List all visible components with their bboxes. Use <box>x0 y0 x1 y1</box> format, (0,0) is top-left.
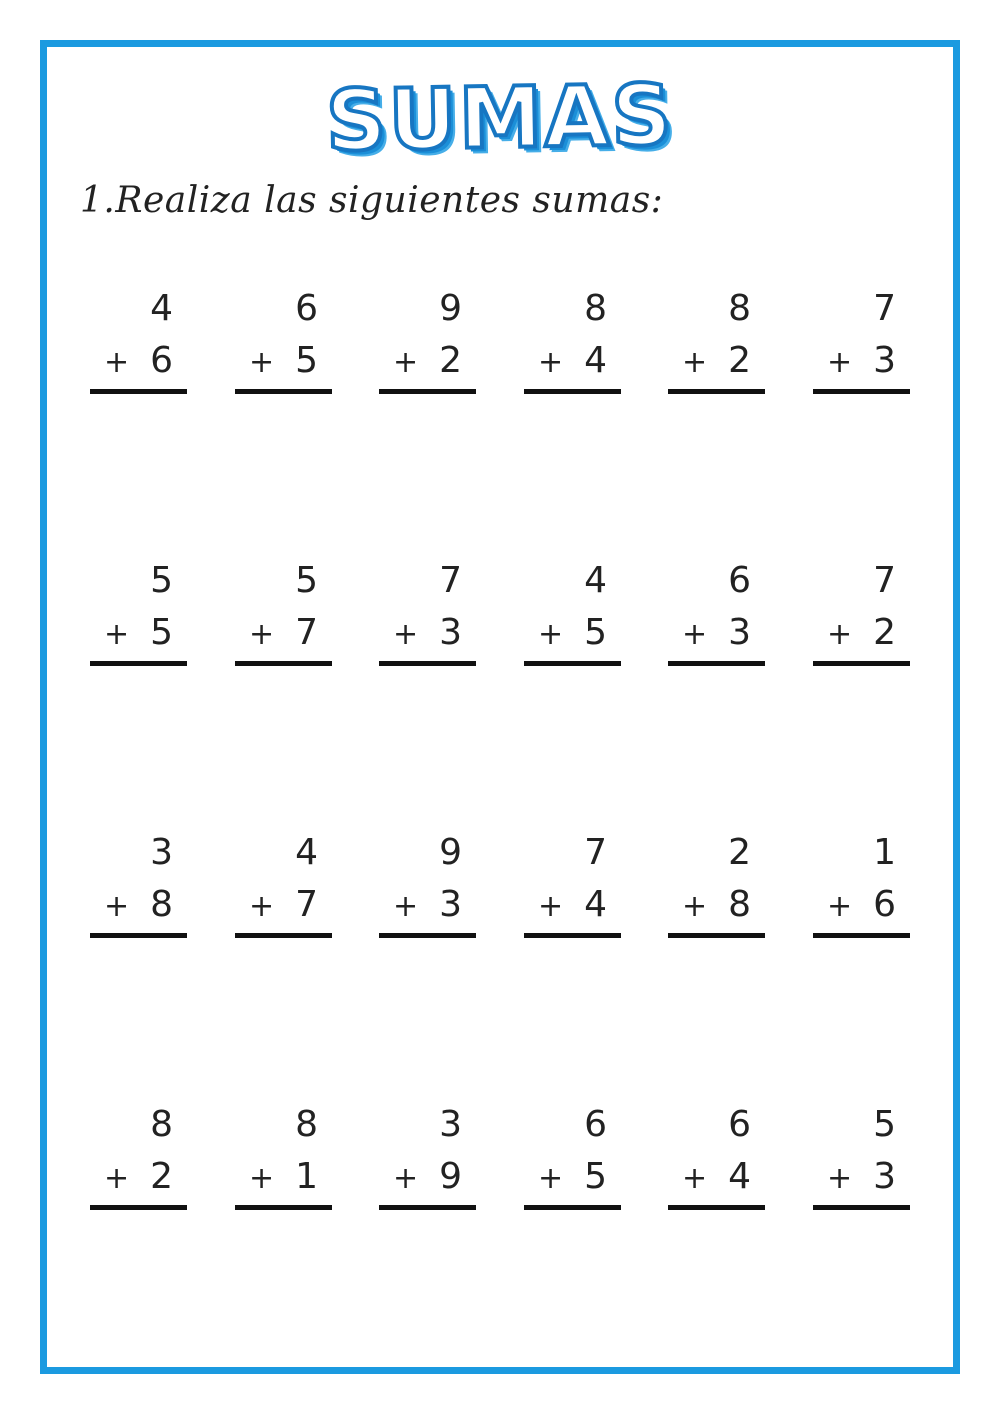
plus-sign: + <box>682 1161 708 1196</box>
addition-problem <box>668 286 765 401</box>
second-addend: 3 <box>439 884 462 925</box>
answer-line[interactable] <box>813 1205 910 1210</box>
first-addend: 9 <box>439 832 462 873</box>
answer-line[interactable] <box>379 389 476 394</box>
plus-sign: + <box>393 1161 419 1196</box>
first-addend: 5 <box>873 1104 896 1145</box>
first-addend: 6 <box>728 1104 751 1145</box>
addition-problem <box>379 558 476 673</box>
second-addend: 1 <box>295 1156 318 1197</box>
answer-line[interactable] <box>524 933 621 938</box>
first-addend: 4 <box>150 288 173 329</box>
answer-line[interactable] <box>90 661 187 666</box>
problem-row <box>90 558 910 678</box>
plus-sign: + <box>104 345 130 380</box>
answer-line[interactable] <box>235 661 332 666</box>
second-addend: 3 <box>728 612 751 653</box>
answer-line[interactable] <box>524 1205 621 1210</box>
answer-line[interactable] <box>379 661 476 666</box>
second-addend: 3 <box>873 1156 896 1197</box>
plus-sign: + <box>827 617 853 652</box>
addition-problem <box>379 1102 476 1217</box>
second-addend: 5 <box>584 612 607 653</box>
addition-problem <box>235 558 332 673</box>
answer-line[interactable] <box>813 389 910 394</box>
answer-line[interactable] <box>668 933 765 938</box>
answer-line[interactable] <box>379 933 476 938</box>
first-addend: 4 <box>295 832 318 873</box>
instruction-text: 1.Realiza las siguientes sumas: <box>80 180 664 221</box>
first-addend: 2 <box>728 832 751 873</box>
addition-problem <box>524 1102 621 1217</box>
addition-problem <box>524 830 621 945</box>
plus-sign: + <box>393 345 419 380</box>
second-addend: 7 <box>295 612 318 653</box>
first-addend: 8 <box>584 288 607 329</box>
first-addend: 1 <box>873 832 896 873</box>
answer-line[interactable] <box>90 389 187 394</box>
answer-line[interactable] <box>813 933 910 938</box>
second-addend: 6 <box>873 884 896 925</box>
addition-problem <box>379 286 476 401</box>
addition-problem <box>90 286 187 401</box>
addition-problem <box>813 286 910 401</box>
title-area <box>0 65 1000 170</box>
second-addend: 5 <box>295 340 318 381</box>
second-addend: 4 <box>728 1156 751 1197</box>
addition-problem <box>90 558 187 673</box>
second-addend: 2 <box>728 340 751 381</box>
answer-line[interactable] <box>379 1205 476 1210</box>
plus-sign: + <box>249 345 275 380</box>
addition-problem <box>668 1102 765 1217</box>
problem-row <box>90 286 910 406</box>
second-addend: 3 <box>439 612 462 653</box>
addition-problem <box>524 558 621 673</box>
first-addend: 3 <box>439 1104 462 1145</box>
plus-sign: + <box>249 617 275 652</box>
answer-line[interactable] <box>524 661 621 666</box>
plus-sign: + <box>827 1161 853 1196</box>
answer-line[interactable] <box>813 661 910 666</box>
answer-line[interactable] <box>668 1205 765 1210</box>
second-addend: 2 <box>873 612 896 653</box>
answer-line[interactable] <box>524 389 621 394</box>
first-addend: 8 <box>295 1104 318 1145</box>
plus-sign: + <box>538 617 564 652</box>
first-addend: 4 <box>584 560 607 601</box>
second-addend: 7 <box>295 884 318 925</box>
second-addend: 6 <box>150 340 173 381</box>
addition-problem <box>235 1102 332 1217</box>
page-title: SUMAS <box>325 65 675 170</box>
addition-problem <box>813 558 910 673</box>
second-addend: 2 <box>439 340 462 381</box>
answer-line[interactable] <box>235 389 332 394</box>
addition-problem <box>379 830 476 945</box>
second-addend: 8 <box>728 884 751 925</box>
addition-problem <box>668 830 765 945</box>
first-addend: 7 <box>873 288 896 329</box>
plus-sign: + <box>104 889 130 924</box>
first-addend: 6 <box>295 288 318 329</box>
addition-problem <box>524 286 621 401</box>
first-addend: 8 <box>150 1104 173 1145</box>
plus-sign: + <box>538 345 564 380</box>
plus-sign: + <box>104 617 130 652</box>
answer-line[interactable] <box>668 661 765 666</box>
first-addend: 5 <box>295 560 318 601</box>
first-addend: 6 <box>728 560 751 601</box>
addition-problem <box>813 1102 910 1217</box>
plus-sign: + <box>249 1161 275 1196</box>
first-addend: 5 <box>150 560 173 601</box>
plus-sign: + <box>538 889 564 924</box>
second-addend: 4 <box>584 884 607 925</box>
plus-sign: + <box>682 617 708 652</box>
plus-sign: + <box>249 889 275 924</box>
first-addend: 8 <box>728 288 751 329</box>
problem-row <box>90 830 910 950</box>
addition-problem <box>90 830 187 945</box>
answer-line[interactable] <box>90 933 187 938</box>
plus-sign: + <box>682 345 708 380</box>
plus-sign: + <box>104 1161 130 1196</box>
addition-problem <box>813 830 910 945</box>
plus-sign: + <box>538 1161 564 1196</box>
plus-sign: + <box>393 617 419 652</box>
second-addend: 5 <box>150 612 173 653</box>
second-addend: 8 <box>150 884 173 925</box>
plus-sign: + <box>827 889 853 924</box>
addition-problem <box>235 286 332 401</box>
first-addend: 7 <box>584 832 607 873</box>
answer-line[interactable] <box>235 933 332 938</box>
addition-problem <box>668 558 765 673</box>
first-addend: 3 <box>150 832 173 873</box>
addition-problem <box>90 1102 187 1217</box>
answer-line[interactable] <box>235 1205 332 1210</box>
first-addend: 9 <box>439 288 462 329</box>
first-addend: 6 <box>584 1104 607 1145</box>
plus-sign: + <box>393 889 419 924</box>
plus-sign: + <box>682 889 708 924</box>
first-addend: 7 <box>873 560 896 601</box>
second-addend: 9 <box>439 1156 462 1197</box>
second-addend: 5 <box>584 1156 607 1197</box>
problem-row <box>90 1102 910 1222</box>
addition-problem <box>235 830 332 945</box>
first-addend: 7 <box>439 560 462 601</box>
second-addend: 4 <box>584 340 607 381</box>
plus-sign: + <box>827 345 853 380</box>
second-addend: 3 <box>873 340 896 381</box>
answer-line[interactable] <box>90 1205 187 1210</box>
second-addend: 2 <box>150 1156 173 1197</box>
answer-line[interactable] <box>668 389 765 394</box>
